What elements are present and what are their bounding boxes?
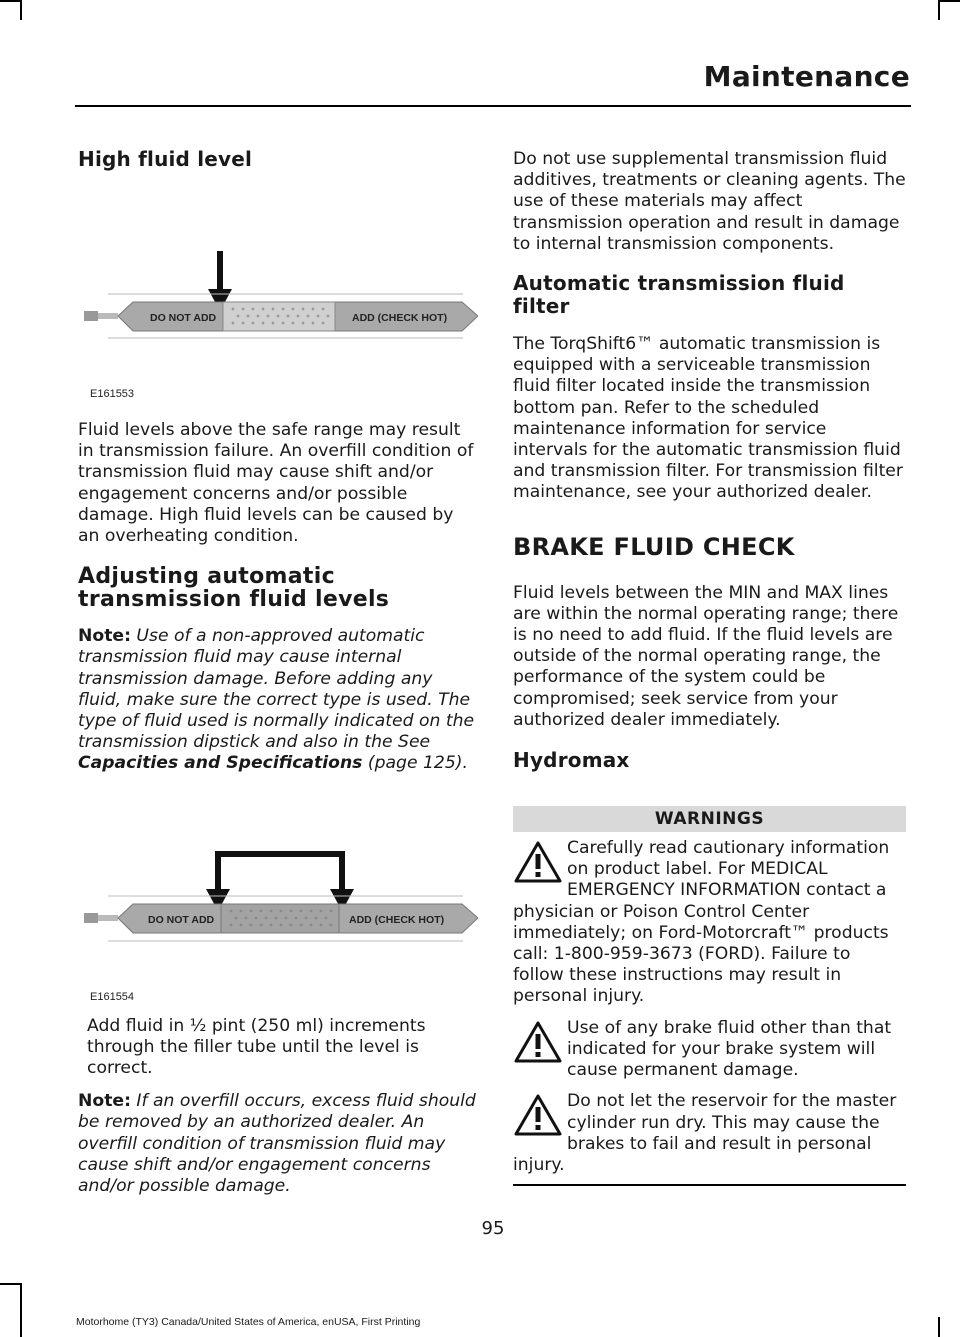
left-column <box>78 145 478 1197</box>
note-text: Use of a non-approved automatic transmission fluid may cause internal transmission damage. Before adding any fluid, make sure the correct type is used. The type of fluid used is normally indicated on the transmission dipstick and also in the See <box>78 626 475 753</box>
warnings-rule <box>513 1184 906 1186</box>
note-label: Note: <box>78 626 131 647</box>
warning-text: Do not let the reservoir for the master cylinder run dry. This may cause the brakes to fail and result in personal injury. <box>513 1091 897 1175</box>
warning-triangle-icon <box>513 840 563 884</box>
high-fluid-level-heading: High fluid level <box>78 147 253 171</box>
warnings-box <box>513 806 906 1186</box>
note-text: If an overfill occurs, excess fluid should be removed by an authorized dealer. An overfill condition of transmission fluid may cause shift and/or engagement concerns and/or possible damage. <box>78 1091 476 1197</box>
brake-fluid-text: Fluid levels between the MIN and MAX lines are within the normal operating range; there is no need to add fluid. If the fluid levels are outside of the normal operating range, the performance of the system could be compromised; seek service from your authorized dealer immediately. <box>513 582 899 730</box>
figure-id: E161553 <box>90 388 135 400</box>
right-column <box>513 145 906 1186</box>
warning-triangle-icon <box>513 1093 563 1137</box>
warnings-header: WARNINGS <box>513 806 906 832</box>
warning-item <box>513 1018 906 1082</box>
warning-text: Carefully read cautionary information on product label. For MEDICAL EMERGENCY INFORMATION contact a physician or Poison Control Center immediately; on Ford-Motorcraft™ products call: 1-800-959-3673 (FORD). Failure to follow these instructions may result in personal injury. <box>513 838 890 1007</box>
adjusting-fluid-heading: Adjusting automatic transmission fluid levels <box>78 564 390 613</box>
dipstick-diagram <box>78 171 478 371</box>
page-title: Maintenance <box>703 60 910 93</box>
note-non-approved-fluid <box>78 626 478 774</box>
note-label: Note: <box>78 1091 131 1112</box>
dipstick-label-add: ADD (CHECK HOT) <box>349 913 445 926</box>
warning-item <box>513 838 906 1008</box>
crop-mark <box>20 1283 22 1337</box>
additives-text: Do not use supplemental transmission fluid additives, treatments or cleaning agents. The use of these materials may affect transmission operation and result in damage to internal transmission components. <box>513 149 906 254</box>
fluid-filter-text: The TorqShift6™ automatic transmission is equipped with a serviceable transmission fluid filter located inside the transmission bottom pan. Refer to the scheduled maintenance information for service intervals for the automatic transmission fluid and transmission filter. For transmission filter maintenance, see your authorized dealer. <box>513 334 903 503</box>
crop-mark <box>20 0 22 20</box>
footer-text: Motorhome (TY3) Canada/United States of America, enUSA, First Printing <box>76 1316 421 1328</box>
brake-fluid-heading: BRAKE FLUID CHECK <box>513 532 795 561</box>
warning-item <box>513 1091 906 1176</box>
crop-mark <box>938 0 940 20</box>
page-number: 95 <box>481 1218 505 1239</box>
dipstick-diagram <box>78 801 478 1001</box>
crop-mark <box>0 0 20 2</box>
figure-id: E161554 <box>90 990 135 1003</box>
warning-triangle-icon <box>513 1020 563 1064</box>
note-overfill <box>78 1091 478 1197</box>
dipstick-label-add: ADD (CHECK HOT) <box>352 312 448 324</box>
warning-text: Use of any brake fluid other than that indicated for your brake system will cause permanent damage. <box>567 1017 892 1081</box>
fluid-filter-heading: Automatic transmission fluid filter <box>513 271 845 319</box>
dipstick-label-do-not-add: DO NOT ADD <box>148 913 215 926</box>
crop-mark <box>938 1317 940 1337</box>
crop-mark <box>940 0 960 2</box>
capacities-link[interactable]: Capacities and Specifications <box>78 753 363 774</box>
header-rule <box>75 105 911 107</box>
dipstick-label-do-not-add: DO NOT ADD <box>150 312 217 324</box>
dipstick-figure-high <box>78 171 478 400</box>
high-fluid-level-text: Fluid levels above the safe range may result in transmission failure. An overfill condition of transmission fluid may cause shift and/or engagement concerns and/or possible damage. High fluid levels can be caused by an overheating condition. <box>78 420 474 547</box>
dipstick-figure-adjust <box>78 801 478 1021</box>
add-fluid-text: Add fluid in ½ pint (250 ml) increments through the filler tube until the level is correct. <box>87 1015 426 1079</box>
crop-mark <box>0 1283 20 1285</box>
hydromax-heading: Hydromax <box>513 748 630 773</box>
page-reference: (page 125). <box>367 753 468 774</box>
